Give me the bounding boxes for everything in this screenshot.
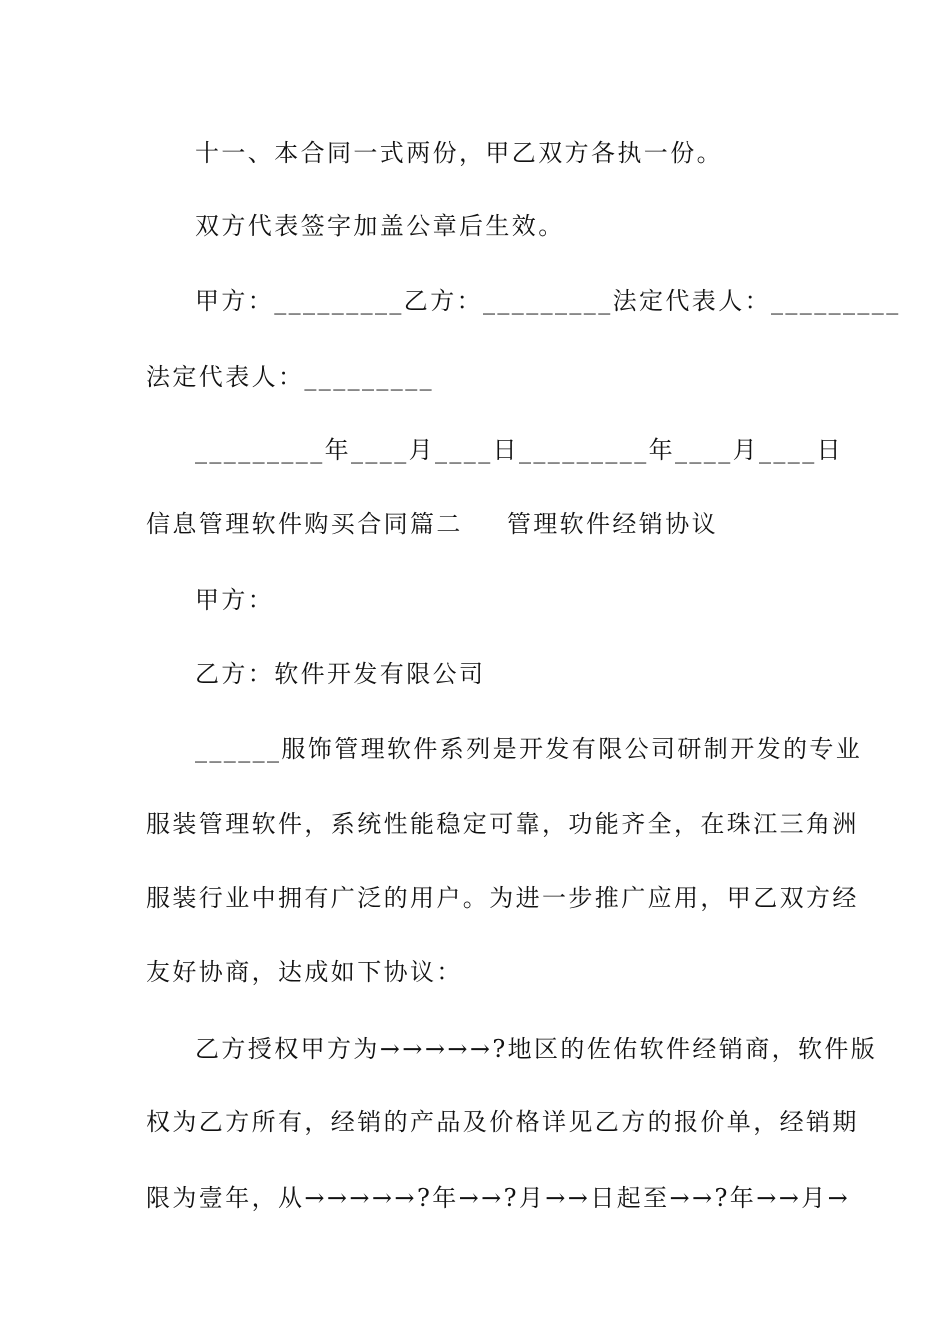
signing-dates-line: _________年____月____日_________年____月____日 [195,436,843,464]
section-heading [146,508,816,540]
clause-eleven: 十一、本合同一式两份，甲乙双方各执一份。 [195,139,723,167]
authorization-line-3: 限为壹年，从→→→→→?年→→?月→→日起至→→?年→→月→ [146,1184,851,1212]
intro-paragraph-line-3: 服装行业中拥有广泛的用户。为进一步推广应用，甲乙双方经 [146,884,859,912]
signature-parties-line: 甲方：_________乙方：_________法定代表人：_________ [195,287,901,315]
party-b-line: 乙方：软件开发有限公司 [195,660,486,688]
intro-paragraph-line-1: ______服饰管理软件系列是开发有限公司研制开发的专业 [195,735,863,763]
authorization-line-1: 乙方授权甲方为→→→→→?地区的佐佑软件经销商，软件版 [195,1035,878,1063]
section-title: 信息管理软件购买合同篇二 [146,510,463,538]
authorization-line-2: 权为乙方所有，经销的产品及价格详见乙方的报价单，经销期 [146,1108,859,1136]
effective-clause: 双方代表签字加盖公章后生效。 [195,212,565,240]
party-a-line: 甲方： [195,586,275,614]
agreement-title: 管理软件经销协议 [506,510,719,538]
intro-paragraph-line-4: 友好协商，达成如下协议： [146,958,463,986]
legal-representative-line: 法定代表人：_________ [146,363,434,391]
intro-paragraph-line-2: 服装管理软件，系统性能稳定可靠，功能齐全，在珠江三角洲 [146,810,859,838]
